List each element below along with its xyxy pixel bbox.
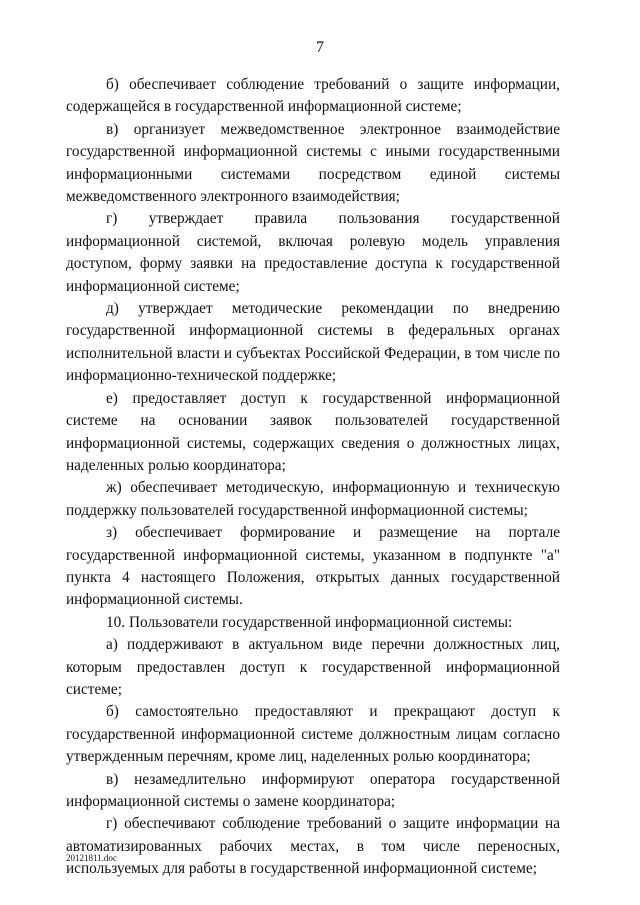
paragraph-z-open-data: з) обеспечивает формирование и размещение на портале государственной информационной системы, указанном в подпункте "а" пункта 4 настоящего Положения, открытых данных государственной информационной системы. xyxy=(66,524,560,609)
paragraph-e-access: е) предоставляет доступ к государственной информационной системе на основании заявок пользователей государственной информационной системы, содержащих сведения о должностных лицах, наделенных ролью координатора; xyxy=(66,389,560,474)
page-number: 7 xyxy=(316,39,324,56)
paragraph-zh-support: ж) обеспечивает методическую, информационную и техническую поддержку пользователей государственной информационной системы; xyxy=(66,479,560,519)
paragraph-g-workstations: г) обеспечивают соблюдение требований о защите информации на автоматизированных рабочих местах, в том числе переносных, используемых для работы в государственной информационной системе; xyxy=(66,815,560,878)
paragraph-b-grant-access: б) самостоятельно предоставляют и прекращают доступ к государственной информационной системе должностным лицам согласно утвержденным перечням, кроме лиц, наделенных ролью координатора; xyxy=(66,703,560,766)
section-10-heading: 10. Пользователи государственной информационной системы: xyxy=(106,613,513,631)
paragraph-v-inform: в) незамедлительно информируют оператора государственной информационной системы о замене координатора; xyxy=(66,770,560,810)
paragraph-v-interaction: в) организует межведомственное электронное взаимодействие государственной информационной системы с иными государственными информационными системами посредством единой системы межведомственного электронного взаимодействия; xyxy=(66,120,560,206)
paragraph-a-lists: а) поддерживают в актуальном виде перечни должностных лиц, которым предоставлен доступ к государственной информационной системе; xyxy=(66,636,560,698)
paragraph-g-rules: г) утверждает правила пользования государственной информационной системой, включая ролевую модель управления доступом, форму заявки на предоставление доступа к государственной информационной системе; xyxy=(66,210,560,295)
document-body xyxy=(66,74,560,881)
paragraph-b-protect-info: б) обеспечивает соблюдение требований о защите информации, содержащейся в государственной информационной системе; xyxy=(66,76,560,116)
paragraph-d-recommendations: д) утверждает методические рекомендации по внедрению государственной информационной системы в федеральных органах исполнительной власти и субъектах Российской Федерации, в том числе по информационно-технической поддержке; xyxy=(66,300,560,385)
footer-filename: 20121811.doc xyxy=(66,853,117,863)
